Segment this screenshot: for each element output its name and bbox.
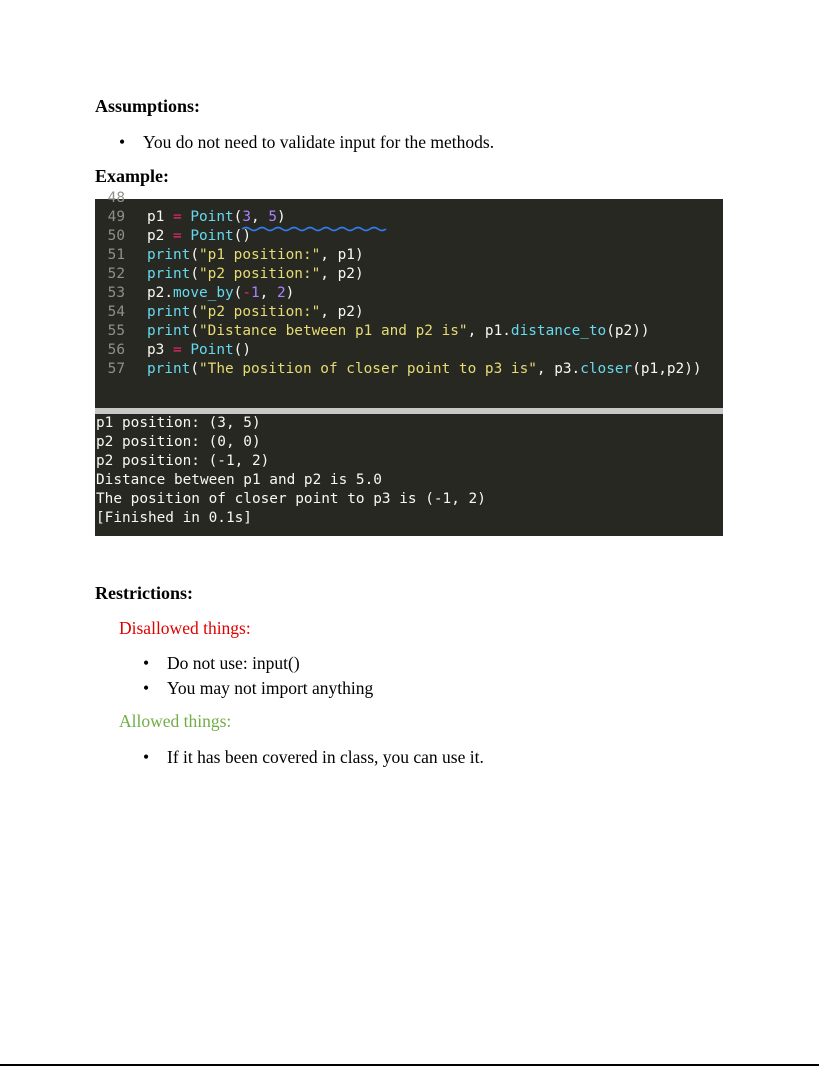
list-item [143,651,373,676]
code-token: , p3. [536,361,581,377]
code-line [95,322,650,341]
code-token: p2 [147,228,173,244]
line-number: 55 [107,323,125,339]
code-token: 3 [242,209,252,225]
assumptions-list [119,130,494,155]
code-token: = [173,228,182,244]
code-token: , p1) [320,247,364,263]
code-token: print [147,247,191,263]
code-token: (p2)) [606,323,650,339]
code-token: ) [277,209,286,225]
code-token: "Distance between p1 and p2 is" [199,323,468,339]
example-heading: Example: [95,166,169,186]
code-token: move_by [173,285,234,301]
code-token: Point [190,209,234,225]
code-token: , p2) [320,304,364,320]
line-number: 48 [107,190,125,206]
line-number: 54 [107,304,125,320]
line-number: 50 [107,228,125,244]
code-token: , [251,209,269,225]
console-line: p2 position: (0, 0) [96,434,261,450]
code-token: ) [285,285,295,301]
line-number: 52 [107,266,125,282]
line-number: 53 [107,285,125,301]
code-token: print [147,304,191,320]
code-token: print [147,266,191,282]
allowed-list [143,745,484,770]
code-line [95,227,251,246]
allowed-label: Allowed things: [119,711,232,731]
code-token: closer [580,361,633,377]
code-token: () [233,228,251,244]
code-token: 5 [268,209,278,225]
code-token: print [147,323,191,339]
code-token: ( [190,323,199,339]
code-line [95,303,364,322]
code-line [95,265,364,284]
code-token: , [259,285,277,301]
code-token: (p1,p2)) [632,361,702,377]
code-token: ( [233,209,243,225]
code-token: = [173,342,182,358]
code-editor [95,190,723,408]
assumptions-heading: Assumptions: [95,96,201,116]
code-token: ( [190,304,199,320]
code-token: p1 [147,209,173,225]
list-item [143,676,373,701]
code-token: ( [190,361,199,377]
code-token: "p2 position:" [199,304,321,320]
console-line: Distance between p1 and p2 is 5.0 [96,472,382,488]
code-token: print [147,361,191,377]
code-token: , p1. [467,323,511,339]
disallowed-list [143,651,373,701]
console-output [95,414,723,536]
page-bottom-rule [0,1064,819,1066]
bullet-icon: • [143,747,150,767]
line-number: 57 [107,361,125,377]
console-line: p1 position: (3, 5) [96,415,261,431]
line-number: 51 [107,247,125,263]
code-line [95,208,286,227]
code-line [95,284,294,303]
code-token: ( [233,285,243,301]
code-token: - [242,285,251,301]
code-line [95,360,702,379]
disallowed-label: Disallowed things: [119,618,251,638]
code-line [95,341,251,360]
code-token: p3 [147,342,173,358]
list-item-text: You may not import anything [167,678,374,698]
restrictions-heading: Restrictions: [95,583,193,603]
code-token: Point [190,228,234,244]
code-token: "p1 position:" [199,247,321,263]
code-token: distance_to [510,323,607,339]
code-token: p2. [147,285,173,301]
console-line: [Finished in 0.1s] [96,510,252,526]
code-line [95,189,147,208]
bullet-icon: • [143,653,150,673]
console-line: p2 position: (-1, 2) [96,453,270,469]
line-number: 49 [107,209,125,225]
code-token: 2 [277,285,286,301]
code-token: ( [190,247,199,263]
code-token: "The position of closer point to p3 is" [199,361,537,377]
code-token: "p2 position:" [199,266,321,282]
list-item [119,130,494,155]
code-token: , p2) [320,266,364,282]
line-number: 56 [107,342,125,358]
console-line: The position of closer point to p3 is (-1, 2) [96,491,486,507]
code-line [95,246,364,265]
list-item-text: You do not need to validate input for the methods. [143,132,495,152]
code-token: 1 [251,285,260,301]
list-item-text: Do not use: input() [167,653,300,673]
bullet-icon: • [119,132,126,152]
list-item-text: If it has been covered in class, you can use it. [167,747,484,767]
code-token: Point [190,342,234,358]
code-token: ( [190,266,199,282]
code-token: () [233,342,251,358]
code-token: = [173,209,182,225]
bullet-icon: • [143,678,150,698]
list-item [143,745,484,770]
